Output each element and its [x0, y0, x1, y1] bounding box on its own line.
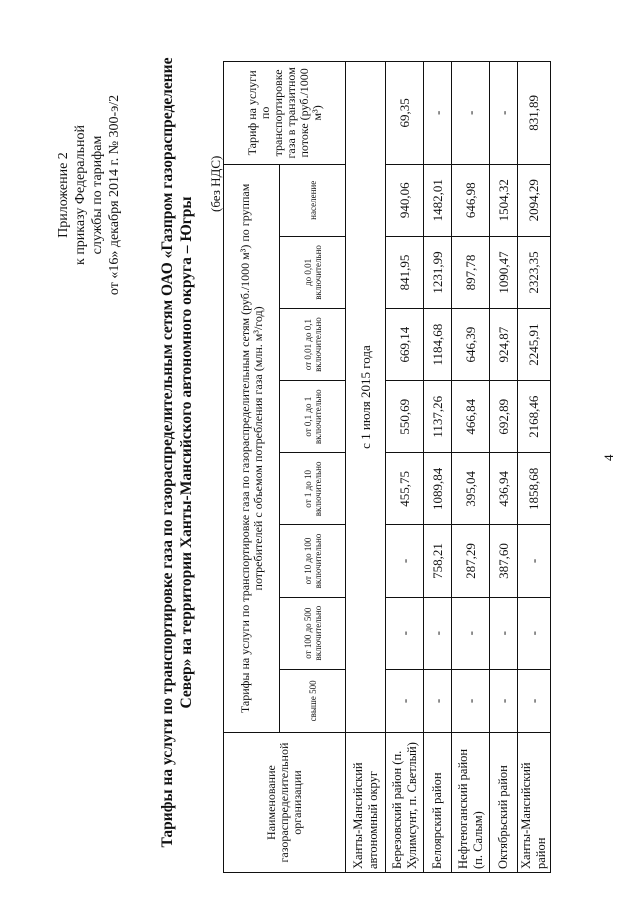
table-row: [386, 62, 424, 873]
appendix-line-4: от «16» декабря 2014 г. № 300-э/2: [107, 94, 122, 296]
value-cell: 1137,26: [424, 381, 452, 453]
column-header: от 100 до 500 включительно: [280, 597, 346, 669]
column-header: от 0,01 до 0,1 включительно: [280, 309, 346, 381]
value-cell: 395,04: [452, 453, 490, 525]
value-cell: 841,95: [386, 236, 424, 308]
value-cell: -: [386, 525, 424, 597]
value-cell: 387,60: [490, 525, 518, 597]
column-header: свыше 500: [280, 669, 346, 732]
value-cell: -: [518, 597, 551, 669]
appendix-line-3: службы по тарифам: [90, 135, 105, 255]
appendix-line-1: Приложение 2: [56, 152, 71, 238]
value-cell: -: [452, 669, 490, 732]
org-name-cell: Нефтеюганский район (п. Салым): [452, 733, 490, 873]
tariff-group-header: Тарифы на услуги по транспортировке газа по газораспределительным сетям (руб./1000 м³) по группам потребителей с объемом потребления газа (млн. м³/год): [224, 164, 280, 732]
value-cell: 669,14: [386, 309, 424, 381]
column-header: от 10 до 100 включительно: [280, 525, 346, 597]
column-header: население: [280, 164, 346, 236]
region-cell: Ханты-Мансийский автономный округ: [346, 733, 386, 873]
tariff-table: [223, 61, 551, 873]
table-row: [518, 62, 551, 873]
value-cell: 1090,47: [490, 236, 518, 308]
value-cell: 2168,46: [518, 381, 551, 453]
value-cell: 550,69: [386, 381, 424, 453]
value-cell: 1231,99: [424, 236, 452, 308]
value-cell: 692,89: [490, 381, 518, 453]
transit-value-cell: -: [490, 62, 518, 165]
value-cell: -: [518, 525, 551, 597]
value-cell: -: [386, 669, 424, 732]
value-cell: 897,78: [452, 236, 490, 308]
value-cell: 2094,29: [518, 164, 551, 236]
column-header: до 0,01 включительно: [280, 236, 346, 308]
period-label: с 1 июля 2015 года: [346, 62, 386, 733]
value-cell: -: [386, 597, 424, 669]
org-name-cell: Березовский район (п. Хулимсунт, п. Светлый): [386, 733, 424, 873]
appendix-line-2: к приказу Федеральной: [73, 125, 88, 265]
value-cell: 1089,84: [424, 453, 452, 525]
document-title: [158, 0, 196, 905]
vat-note: (без НДС): [208, 155, 223, 212]
title-line-1: Тарифы на услуги по транспортировке газа по газораспределительным сетям ОАО «Газпром газораспределение: [159, 57, 176, 848]
title-line-2: Север» на территории Ханты-Мансийского автономного округа – Югры: [178, 196, 195, 709]
org-name-cell: Ханты-Мансийский район: [518, 733, 551, 873]
value-cell: 1504,32: [490, 164, 518, 236]
value-cell: 1482,01: [424, 164, 452, 236]
value-cell: 2323,35: [518, 236, 551, 308]
value-cell: -: [424, 597, 452, 669]
appendix-header: [55, 30, 123, 360]
transit-value-cell: -: [452, 62, 490, 165]
value-cell: -: [424, 669, 452, 732]
value-cell: -: [490, 669, 518, 732]
value-cell: 940,06: [386, 164, 424, 236]
value-cell: 646,39: [452, 309, 490, 381]
value-cell: 1184,68: [424, 309, 452, 381]
column-header: от 1 до 10 включительно: [280, 453, 346, 525]
table-row: [452, 62, 490, 873]
transit-value-cell: 831,89: [518, 62, 551, 165]
value-cell: 2245,91: [518, 309, 551, 381]
page-number: 4: [601, 454, 616, 461]
value-cell: 924,87: [490, 309, 518, 381]
value-cell: 1858,68: [518, 453, 551, 525]
transit-value-cell: 69,35: [386, 62, 424, 165]
org-name-cell: Белоярский район: [424, 733, 452, 873]
org-name-cell: Октябрьский район: [490, 733, 518, 873]
column-header: от 0,1 до 1 включительно: [280, 381, 346, 453]
value-cell: 758,21: [424, 525, 452, 597]
table-row: [490, 62, 518, 873]
value-cell: -: [490, 597, 518, 669]
table-row: [424, 62, 452, 873]
org-name-header: Наименование газораспределительной организации: [224, 733, 346, 873]
value-cell: -: [452, 597, 490, 669]
value-cell: 646,98: [452, 164, 490, 236]
value-cell: 466,84: [452, 381, 490, 453]
transit-value-cell: -: [424, 62, 452, 165]
value-cell: -: [518, 669, 551, 732]
transit-tariff-header: Тариф на услуги по транспортировке газа в транзитном потоке (руб./1000 м³): [224, 62, 346, 165]
value-cell: 436,94: [490, 453, 518, 525]
value-cell: 455,75: [386, 453, 424, 525]
value-cell: 287,29: [452, 525, 490, 597]
